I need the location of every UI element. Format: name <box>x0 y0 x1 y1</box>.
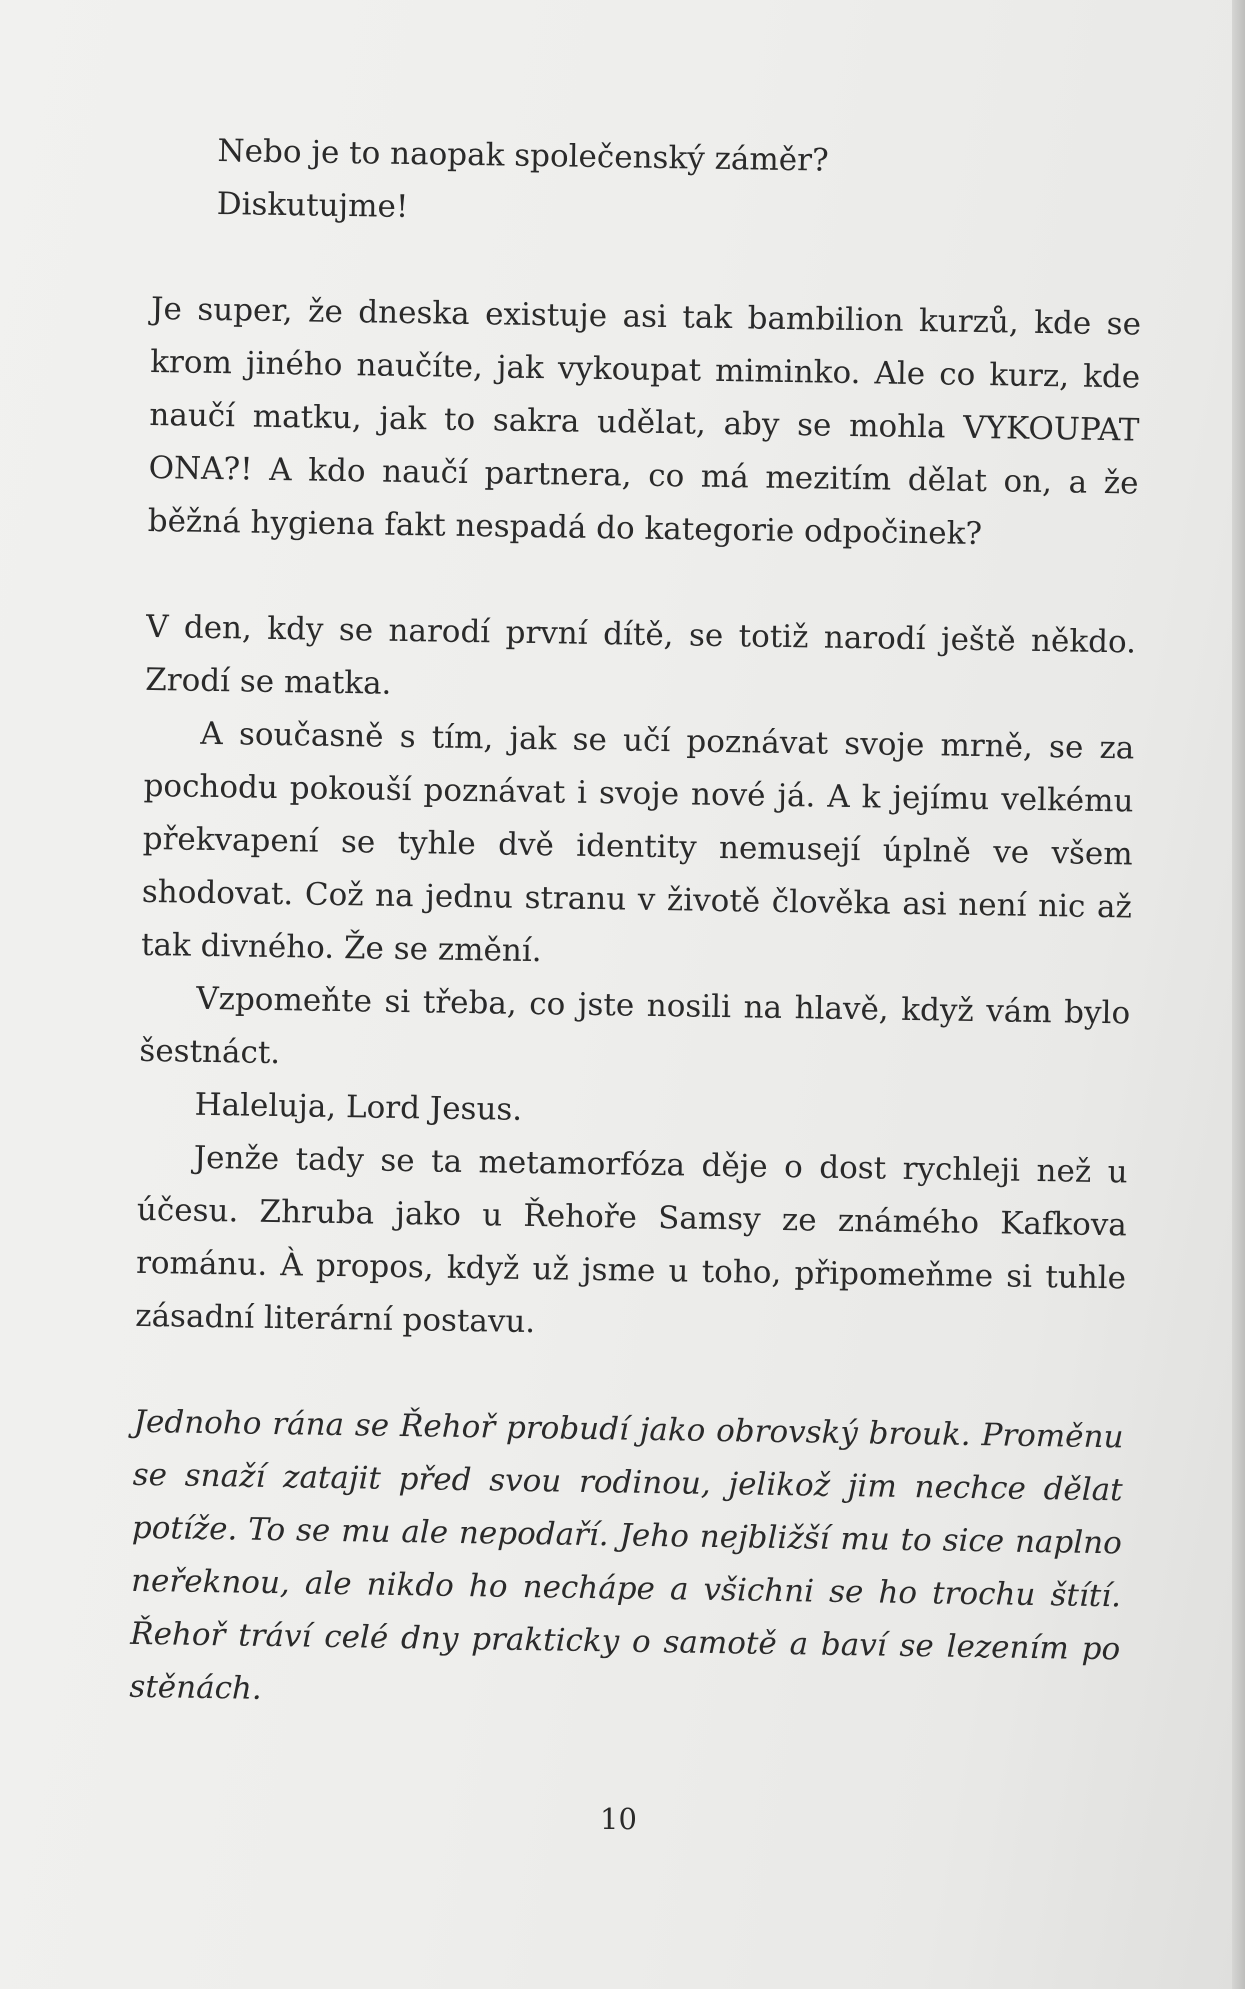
page-edge <box>1232 0 1245 1989</box>
paragraph-mother-born: V den, kdy se narodí první dítě, se totiž narodí ještě někdo. Zrodí se matka. <box>144 608 1137 702</box>
intro-question: Nebo je to naopak společenský záměr? <box>217 133 829 179</box>
intro-exclamation: Diskutujme! <box>216 185 409 226</box>
paragraph-kafka-summary: Jednoho rána se Řehoř probudí jako obrovský brouk. Proměnu se snaží zatajit před svou rodinou, jelikož jim nechce dělat potíže. To se mu ale nepodaří. Jeho nejbližší mu to sice naplno neřeknou, ale nikdo ho nechápe a všichni se ho trochu štítí. Řehoř tráví celé dny prakticky o samotě a baví se lezením po stěnách. <box>129 1403 1124 1707</box>
paragraph-metamorphosis: Jenže tady se ta metamorfóza děje o dost rychleji než u účesu. Zhruba jako u Řehoře Samsy ze známého Kafkova románu. À propos, když už jsme u toho, připomeňme si tuhle zásadní literární postavu. <box>134 1139 1128 1341</box>
page-number: 10 <box>600 1802 637 1836</box>
paragraph-identity: A současně s tím, jak se učí poznávat svoje mrně, se za pochodu pokouší poznávat i svoje nové já. A k jejímu velkému překvapení se tyhle dvě identity nemusejí úplně ve všem shodovat. Což na jednu stranu v životě člověka asi není nic až tak divného. Že se změní. <box>140 715 1135 970</box>
page-text <box>129 124 1144 1729</box>
paragraph-courses: Je super, že dneska existuje asi tak bambilion kurzů, kde se krom jiného naučíte, jak vykoupat miminko. Ale co kurz, kde naučí matku, jak to sakra udělat, aby se mohla VYKOUPAT ONA?! A kdo naučí partnera, co má mezitím dělat on, a že běžná hygiena fakt nespadá do kategorie odpočinek? <box>147 290 1142 553</box>
paragraph-sixteen: Vzpomeňte si třeba, co jste nosili na hlavě, když vám bylo šestnáct. <box>139 980 1131 1072</box>
paragraph-haleluja: Haleluja, Lord Jesus. <box>194 1086 523 1128</box>
